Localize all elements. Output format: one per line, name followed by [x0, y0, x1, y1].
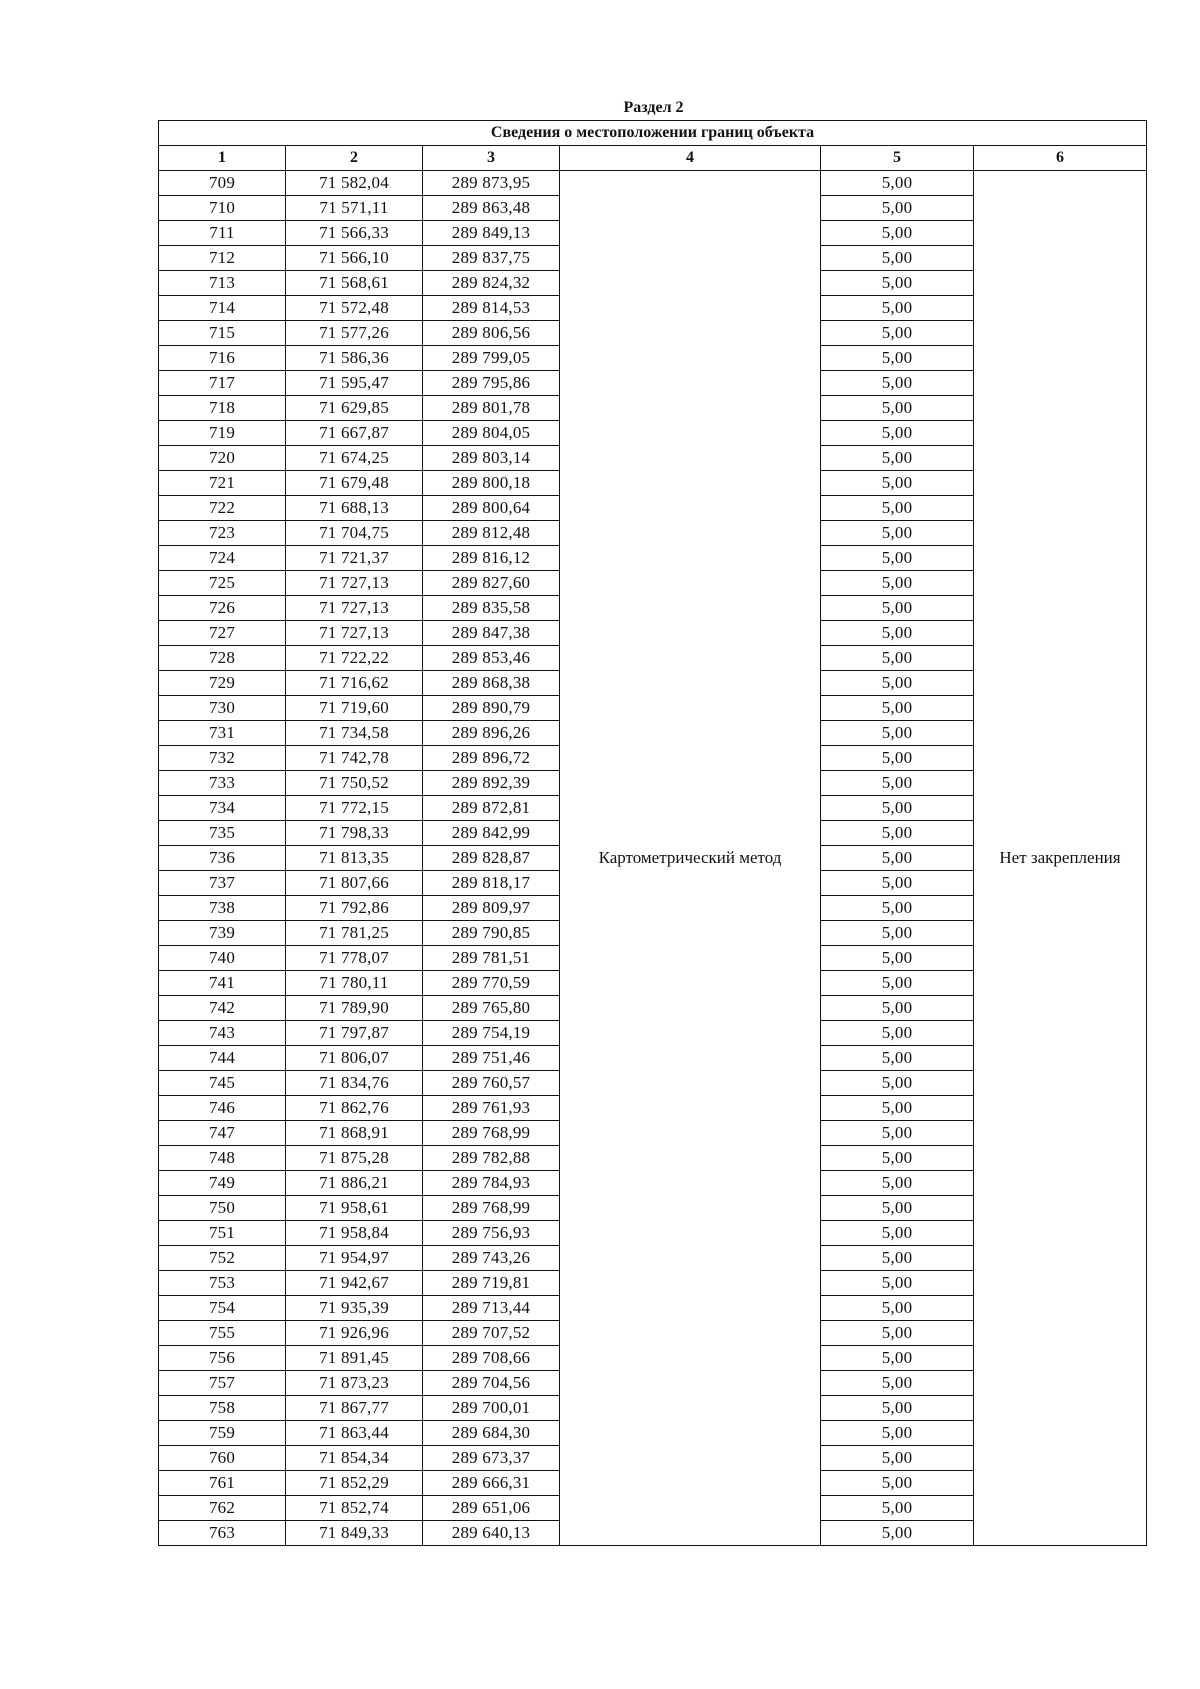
- accuracy-cell: 5,00: [821, 171, 974, 196]
- x-coordinate-cell: 71 849,33: [286, 1521, 423, 1546]
- y-coordinate-cell: 289 800,18: [423, 471, 560, 496]
- point-number-cell: 745: [159, 1071, 286, 1096]
- accuracy-cell: 5,00: [821, 1196, 974, 1221]
- x-coordinate-cell: 71 750,52: [286, 771, 423, 796]
- x-coordinate-cell: 71 954,97: [286, 1246, 423, 1271]
- y-coordinate-cell: 289 719,81: [423, 1271, 560, 1296]
- x-coordinate-cell: 71 727,13: [286, 571, 423, 596]
- accuracy-cell: 5,00: [821, 796, 974, 821]
- x-coordinate-cell: 71 813,35: [286, 846, 423, 871]
- accuracy-cell: 5,00: [821, 1171, 974, 1196]
- accuracy-cell: 5,00: [821, 1421, 974, 1446]
- x-coordinate-cell: 71 734,58: [286, 721, 423, 746]
- point-number-cell: 715: [159, 321, 286, 346]
- x-coordinate-cell: 71 958,61: [286, 1196, 423, 1221]
- x-coordinate-cell: 71 704,75: [286, 521, 423, 546]
- point-number-cell: 739: [159, 921, 286, 946]
- x-coordinate-cell: 71 792,86: [286, 896, 423, 921]
- y-coordinate-cell: 289 896,72: [423, 746, 560, 771]
- x-coordinate-cell: 71 873,23: [286, 1371, 423, 1396]
- point-number-cell: 727: [159, 621, 286, 646]
- accuracy-cell: 5,00: [821, 446, 974, 471]
- accuracy-cell: 5,00: [821, 1446, 974, 1471]
- section-title: Раздел 2: [623, 99, 684, 116]
- point-number-cell: 735: [159, 821, 286, 846]
- point-number-cell: 718: [159, 396, 286, 421]
- x-coordinate-cell: 71 780,11: [286, 971, 423, 996]
- x-coordinate-cell: 71 586,36: [286, 346, 423, 371]
- x-coordinate-cell: 71 935,39: [286, 1296, 423, 1321]
- accuracy-cell: 5,00: [821, 346, 974, 371]
- y-coordinate-cell: 289 768,99: [423, 1121, 560, 1146]
- accuracy-cell: 5,00: [821, 721, 974, 746]
- point-number-cell: 743: [159, 1021, 286, 1046]
- x-coordinate-cell: 71 798,33: [286, 821, 423, 846]
- accuracy-cell: 5,00: [821, 421, 974, 446]
- accuracy-cell: 5,00: [821, 546, 974, 571]
- point-number-cell: 713: [159, 271, 286, 296]
- y-coordinate-cell: 289 847,38: [423, 621, 560, 646]
- x-coordinate-cell: 71 572,48: [286, 296, 423, 321]
- accuracy-cell: 5,00: [821, 971, 974, 996]
- accuracy-cell: 5,00: [821, 621, 974, 646]
- y-coordinate-cell: 289 809,97: [423, 896, 560, 921]
- point-number-cell: 733: [159, 771, 286, 796]
- x-coordinate-cell: 71 867,77: [286, 1396, 423, 1421]
- point-number-cell: 734: [159, 796, 286, 821]
- x-coordinate-cell: 71 834,76: [286, 1071, 423, 1096]
- accuracy-cell: 5,00: [821, 946, 974, 971]
- point-number-cell: 723: [159, 521, 286, 546]
- y-coordinate-cell: 289 828,87: [423, 846, 560, 871]
- y-coordinate-cell: 289 803,14: [423, 446, 560, 471]
- x-coordinate-cell: 71 806,07: [286, 1046, 423, 1071]
- point-number-cell: 716: [159, 346, 286, 371]
- y-coordinate-cell: 289 800,64: [423, 496, 560, 521]
- y-coordinate-cell: 289 770,59: [423, 971, 560, 996]
- column-number: 4: [560, 146, 821, 171]
- point-number-cell: 712: [159, 246, 286, 271]
- point-number-cell: 759: [159, 1421, 286, 1446]
- y-coordinate-cell: 289 708,66: [423, 1346, 560, 1371]
- y-coordinate-cell: 289 804,05: [423, 421, 560, 446]
- accuracy-cell: 5,00: [821, 1396, 974, 1421]
- y-coordinate-cell: 289 756,93: [423, 1221, 560, 1246]
- point-number-cell: 757: [159, 1371, 286, 1396]
- method-cell: Картометрический метод: [560, 171, 821, 1546]
- y-coordinate-cell: 289 651,06: [423, 1496, 560, 1521]
- accuracy-cell: 5,00: [821, 646, 974, 671]
- accuracy-cell: 5,00: [821, 1146, 974, 1171]
- accuracy-cell: 5,00: [821, 1371, 974, 1396]
- accuracy-cell: 5,00: [821, 596, 974, 621]
- point-number-cell: 749: [159, 1171, 286, 1196]
- x-coordinate-cell: 71 566,10: [286, 246, 423, 271]
- x-coordinate-cell: 71 807,66: [286, 871, 423, 896]
- y-coordinate-cell: 289 873,95: [423, 171, 560, 196]
- y-coordinate-cell: 289 707,52: [423, 1321, 560, 1346]
- accuracy-cell: 5,00: [821, 1071, 974, 1096]
- x-coordinate-cell: 71 566,33: [286, 221, 423, 246]
- boundary-coordinates-table: [158, 120, 1147, 1546]
- table-title: Сведения о местоположении границ объекта: [159, 121, 1147, 146]
- x-coordinate-cell: 71 679,48: [286, 471, 423, 496]
- accuracy-cell: 5,00: [821, 896, 974, 921]
- point-number-cell: 720: [159, 446, 286, 471]
- accuracy-cell: 5,00: [821, 1096, 974, 1121]
- table-body: [159, 121, 1147, 1546]
- accuracy-cell: 5,00: [821, 221, 974, 246]
- point-number-cell: 719: [159, 421, 286, 446]
- x-coordinate-cell: 71 789,90: [286, 996, 423, 1021]
- point-number-cell: 730: [159, 696, 286, 721]
- point-number-cell: 737: [159, 871, 286, 896]
- x-coordinate-cell: 71 719,60: [286, 696, 423, 721]
- x-coordinate-cell: 71 958,84: [286, 1221, 423, 1246]
- x-coordinate-cell: 71 797,87: [286, 1021, 423, 1046]
- x-coordinate-cell: 71 667,87: [286, 421, 423, 446]
- y-coordinate-cell: 289 781,51: [423, 946, 560, 971]
- point-number-cell: 762: [159, 1496, 286, 1521]
- accuracy-cell: 5,00: [821, 996, 974, 1021]
- point-number-cell: 717: [159, 371, 286, 396]
- y-coordinate-cell: 289 684,30: [423, 1421, 560, 1446]
- y-coordinate-cell: 289 824,32: [423, 271, 560, 296]
- point-number-cell: 748: [159, 1146, 286, 1171]
- x-coordinate-cell: 71 781,25: [286, 921, 423, 946]
- x-coordinate-cell: 71 629,85: [286, 396, 423, 421]
- y-coordinate-cell: 289 765,80: [423, 996, 560, 1021]
- y-coordinate-cell: 289 743,26: [423, 1246, 560, 1271]
- y-coordinate-cell: 289 790,85: [423, 921, 560, 946]
- x-coordinate-cell: 71 852,74: [286, 1496, 423, 1521]
- accuracy-cell: 5,00: [821, 1271, 974, 1296]
- point-number-cell: 726: [159, 596, 286, 621]
- y-coordinate-cell: 289 890,79: [423, 696, 560, 721]
- x-coordinate-cell: 71 727,13: [286, 596, 423, 621]
- x-coordinate-cell: 71 582,04: [286, 171, 423, 196]
- accuracy-cell: 5,00: [821, 471, 974, 496]
- x-coordinate-cell: 71 778,07: [286, 946, 423, 971]
- point-number-cell: 722: [159, 496, 286, 521]
- y-coordinate-cell: 289 751,46: [423, 1046, 560, 1071]
- accuracy-cell: 5,00: [821, 746, 974, 771]
- x-coordinate-cell: 71 595,47: [286, 371, 423, 396]
- column-number: 2: [286, 146, 423, 171]
- x-coordinate-cell: 71 568,61: [286, 271, 423, 296]
- accuracy-cell: 5,00: [821, 396, 974, 421]
- point-number-cell: 738: [159, 896, 286, 921]
- table-row: [159, 171, 1147, 196]
- point-number-cell: 711: [159, 221, 286, 246]
- point-number-cell: 756: [159, 1346, 286, 1371]
- point-number-cell: 741: [159, 971, 286, 996]
- accuracy-cell: 5,00: [821, 1496, 974, 1521]
- y-coordinate-cell: 289 835,58: [423, 596, 560, 621]
- accuracy-cell: 5,00: [821, 271, 974, 296]
- point-number-cell: 740: [159, 946, 286, 971]
- y-coordinate-cell: 289 768,99: [423, 1196, 560, 1221]
- accuracy-cell: 5,00: [821, 321, 974, 346]
- accuracy-cell: 5,00: [821, 1021, 974, 1046]
- accuracy-cell: 5,00: [821, 1046, 974, 1071]
- column-number: 3: [423, 146, 560, 171]
- y-coordinate-cell: 289 853,46: [423, 646, 560, 671]
- y-coordinate-cell: 289 666,31: [423, 1471, 560, 1496]
- y-coordinate-cell: 289 863,48: [423, 196, 560, 221]
- point-number-cell: 751: [159, 1221, 286, 1246]
- y-coordinate-cell: 289 812,48: [423, 521, 560, 546]
- point-number-cell: 746: [159, 1096, 286, 1121]
- x-coordinate-cell: 71 674,25: [286, 446, 423, 471]
- y-coordinate-cell: 289 673,37: [423, 1446, 560, 1471]
- point-number-cell: 763: [159, 1521, 286, 1546]
- accuracy-cell: 5,00: [821, 496, 974, 521]
- fixing-cell: Нет закрепления: [974, 171, 1147, 1546]
- y-coordinate-cell: 289 801,78: [423, 396, 560, 421]
- accuracy-cell: 5,00: [821, 771, 974, 796]
- point-number-cell: 754: [159, 1296, 286, 1321]
- x-coordinate-cell: 71 688,13: [286, 496, 423, 521]
- accuracy-cell: 5,00: [821, 571, 974, 596]
- y-coordinate-cell: 289 896,26: [423, 721, 560, 746]
- y-coordinate-cell: 289 806,56: [423, 321, 560, 346]
- point-number-cell: 760: [159, 1446, 286, 1471]
- accuracy-cell: 5,00: [821, 246, 974, 271]
- y-coordinate-cell: 289 795,86: [423, 371, 560, 396]
- y-coordinate-cell: 289 754,19: [423, 1021, 560, 1046]
- column-number: 5: [821, 146, 974, 171]
- point-number-cell: 736: [159, 846, 286, 871]
- accuracy-cell: 5,00: [821, 521, 974, 546]
- accuracy-cell: 5,00: [821, 821, 974, 846]
- y-coordinate-cell: 289 842,99: [423, 821, 560, 846]
- point-number-cell: 714: [159, 296, 286, 321]
- y-coordinate-cell: 289 837,75: [423, 246, 560, 271]
- accuracy-cell: 5,00: [821, 1521, 974, 1546]
- y-coordinate-cell: 289 713,44: [423, 1296, 560, 1321]
- x-coordinate-cell: 71 862,76: [286, 1096, 423, 1121]
- column-number: 1: [159, 146, 286, 171]
- y-coordinate-cell: 289 760,57: [423, 1071, 560, 1096]
- accuracy-cell: 5,00: [821, 1221, 974, 1246]
- x-coordinate-cell: 71 742,78: [286, 746, 423, 771]
- y-coordinate-cell: 289 868,38: [423, 671, 560, 696]
- y-coordinate-cell: 289 799,05: [423, 346, 560, 371]
- y-coordinate-cell: 289 849,13: [423, 221, 560, 246]
- point-number-cell: 724: [159, 546, 286, 571]
- accuracy-cell: 5,00: [821, 671, 974, 696]
- point-number-cell: 750: [159, 1196, 286, 1221]
- column-number: 6: [974, 146, 1147, 171]
- y-coordinate-cell: 289 761,93: [423, 1096, 560, 1121]
- y-coordinate-cell: 289 640,13: [423, 1521, 560, 1546]
- point-number-cell: 710: [159, 196, 286, 221]
- x-coordinate-cell: 71 854,34: [286, 1446, 423, 1471]
- accuracy-cell: 5,00: [821, 1121, 974, 1146]
- accuracy-cell: 5,00: [821, 1296, 974, 1321]
- x-coordinate-cell: 71 852,29: [286, 1471, 423, 1496]
- x-coordinate-cell: 71 721,37: [286, 546, 423, 571]
- y-coordinate-cell: 289 784,93: [423, 1171, 560, 1196]
- x-coordinate-cell: 71 577,26: [286, 321, 423, 346]
- accuracy-cell: 5,00: [821, 696, 974, 721]
- x-coordinate-cell: 71 926,96: [286, 1321, 423, 1346]
- x-coordinate-cell: 71 886,21: [286, 1171, 423, 1196]
- accuracy-cell: 5,00: [821, 846, 974, 871]
- point-number-cell: 744: [159, 1046, 286, 1071]
- accuracy-cell: 5,00: [821, 1246, 974, 1271]
- accuracy-cell: 5,00: [821, 371, 974, 396]
- point-number-cell: 721: [159, 471, 286, 496]
- x-coordinate-cell: 71 716,62: [286, 671, 423, 696]
- y-coordinate-cell: 289 872,81: [423, 796, 560, 821]
- point-number-cell: 755: [159, 1321, 286, 1346]
- point-number-cell: 729: [159, 671, 286, 696]
- y-coordinate-cell: 289 818,17: [423, 871, 560, 896]
- accuracy-cell: 5,00: [821, 1321, 974, 1346]
- y-coordinate-cell: 289 892,39: [423, 771, 560, 796]
- x-coordinate-cell: 71 863,44: [286, 1421, 423, 1446]
- point-number-cell: 752: [159, 1246, 286, 1271]
- x-coordinate-cell: 71 571,11: [286, 196, 423, 221]
- accuracy-cell: 5,00: [821, 196, 974, 221]
- y-coordinate-cell: 289 814,53: [423, 296, 560, 321]
- x-coordinate-cell: 71 868,91: [286, 1121, 423, 1146]
- x-coordinate-cell: 71 875,28: [286, 1146, 423, 1171]
- accuracy-cell: 5,00: [821, 921, 974, 946]
- point-number-cell: 747: [159, 1121, 286, 1146]
- x-coordinate-cell: 71 727,13: [286, 621, 423, 646]
- table-title-row: [159, 121, 1147, 146]
- point-number-cell: 758: [159, 1396, 286, 1421]
- point-number-cell: 732: [159, 746, 286, 771]
- x-coordinate-cell: 71 891,45: [286, 1346, 423, 1371]
- y-coordinate-cell: 289 704,56: [423, 1371, 560, 1396]
- accuracy-cell: 5,00: [821, 296, 974, 321]
- point-number-cell: 731: [159, 721, 286, 746]
- accuracy-cell: 5,00: [821, 871, 974, 896]
- point-number-cell: 742: [159, 996, 286, 1021]
- accuracy-cell: 5,00: [821, 1471, 974, 1496]
- point-number-cell: 725: [159, 571, 286, 596]
- x-coordinate-cell: 71 722,22: [286, 646, 423, 671]
- y-coordinate-cell: 289 827,60: [423, 571, 560, 596]
- point-number-cell: 753: [159, 1271, 286, 1296]
- point-number-cell: 728: [159, 646, 286, 671]
- y-coordinate-cell: 289 782,88: [423, 1146, 560, 1171]
- column-numbers-row: [159, 146, 1147, 171]
- x-coordinate-cell: 71 772,15: [286, 796, 423, 821]
- y-coordinate-cell: 289 700,01: [423, 1396, 560, 1421]
- point-number-cell: 709: [159, 171, 286, 196]
- y-coordinate-cell: 289 816,12: [423, 546, 560, 571]
- accuracy-cell: 5,00: [821, 1346, 974, 1371]
- x-coordinate-cell: 71 942,67: [286, 1271, 423, 1296]
- point-number-cell: 761: [159, 1471, 286, 1496]
